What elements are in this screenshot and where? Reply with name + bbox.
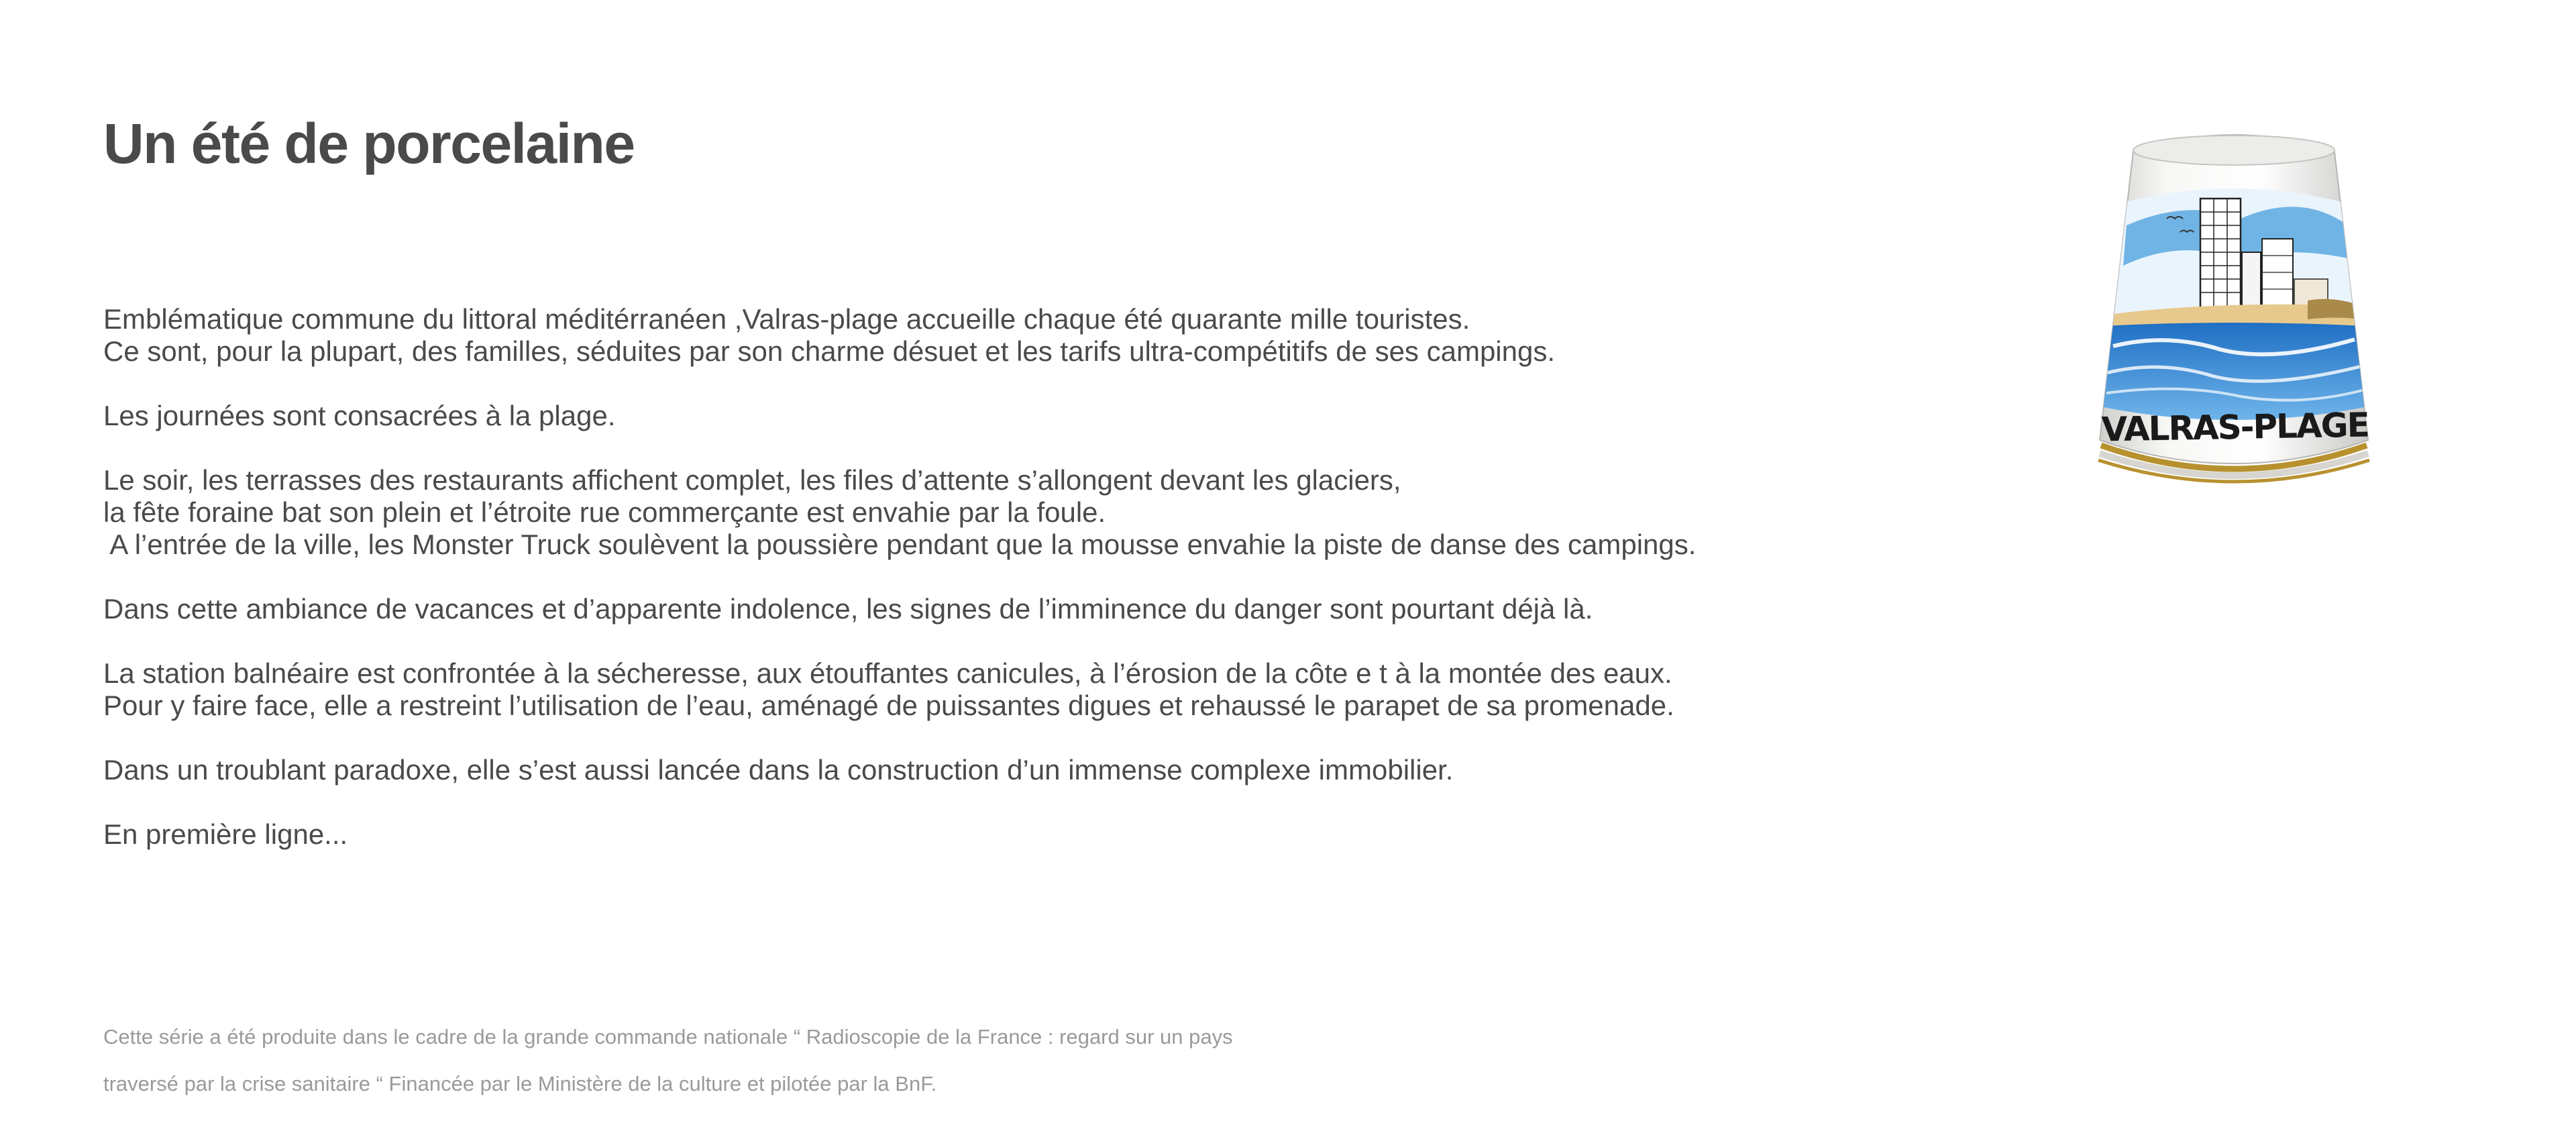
thimble-illustration	[2086, 125, 2381, 494]
credit-note	[103, 1025, 1378, 1095]
paragraph	[103, 400, 1847, 432]
body-text	[103, 303, 1847, 883]
credit-line: Cette série a été produite dans le cadre de la grande commande nationale “ Radioscopie de la France : regard sur un pays	[103, 1025, 1233, 1048]
thimble-image	[2086, 125, 2381, 494]
page-title: Un été de porcelaine	[103, 112, 635, 175]
text-line: Les journées sont consacrées à la plage.	[103, 400, 616, 431]
text-line: A l’entrée de la ville, les Monster Truck soulèvent la poussière pendant que la mousse envahie la piste de danse des campings.	[103, 529, 1697, 560]
paragraph	[103, 818, 1847, 851]
text-line: la fête foraine bat son plein et l’étroite rue commerçante est envahie par la foule.	[103, 496, 1106, 528]
text-line: Ce sont, pour la plupart, des familles, séduites par son charme désuet et les tarifs ultra-compétitifs de ses campings.	[103, 335, 1556, 367]
paragraph	[103, 303, 1847, 368]
paragraph	[103, 593, 1847, 625]
text-line: Pour y faire face, elle a restreint l’utilisation de l’eau, aménagé de puissantes digues et rehaussé le parapet de sa promenade.	[103, 690, 1674, 721]
paragraph	[103, 754, 1847, 786]
paragraph	[103, 657, 1847, 722]
thimble-scene	[2100, 188, 2368, 420]
text-line: Emblématique commune du littoral méditérranéen ,Valras-plage accueille chaque été quarante mille touristes.	[103, 303, 1470, 335]
thimble-label: VALRAS-PLAGE	[2101, 405, 2369, 449]
text-line: La station balnéaire est confrontée à la sécheresse, aux étouffantes canicules, à l’érosion de la côte e t à la montée des eaux.	[103, 657, 1672, 689]
credit-line: traversé par la crise sanitaire “ Financée par le Ministère de la culture et pilotée par la BnF.	[103, 1072, 937, 1095]
paragraph	[103, 464, 1847, 561]
thimble-top	[2133, 136, 2334, 165]
text-line: Le soir, les terrasses des restaurants affichent complet, les files d’attente s’allongent devant les glaciers,	[103, 464, 1401, 496]
text-line: Dans cette ambiance de vacances et d’apparente indolence, les signes de l’imminence du danger sont pourtant déjà là.	[103, 593, 1593, 625]
text-line: En première ligne...	[103, 818, 348, 850]
text-line: Dans un troublant paradoxe, elle s’est aussi lancée dans la construction d’un immense complexe immobilier.	[103, 754, 1454, 786]
